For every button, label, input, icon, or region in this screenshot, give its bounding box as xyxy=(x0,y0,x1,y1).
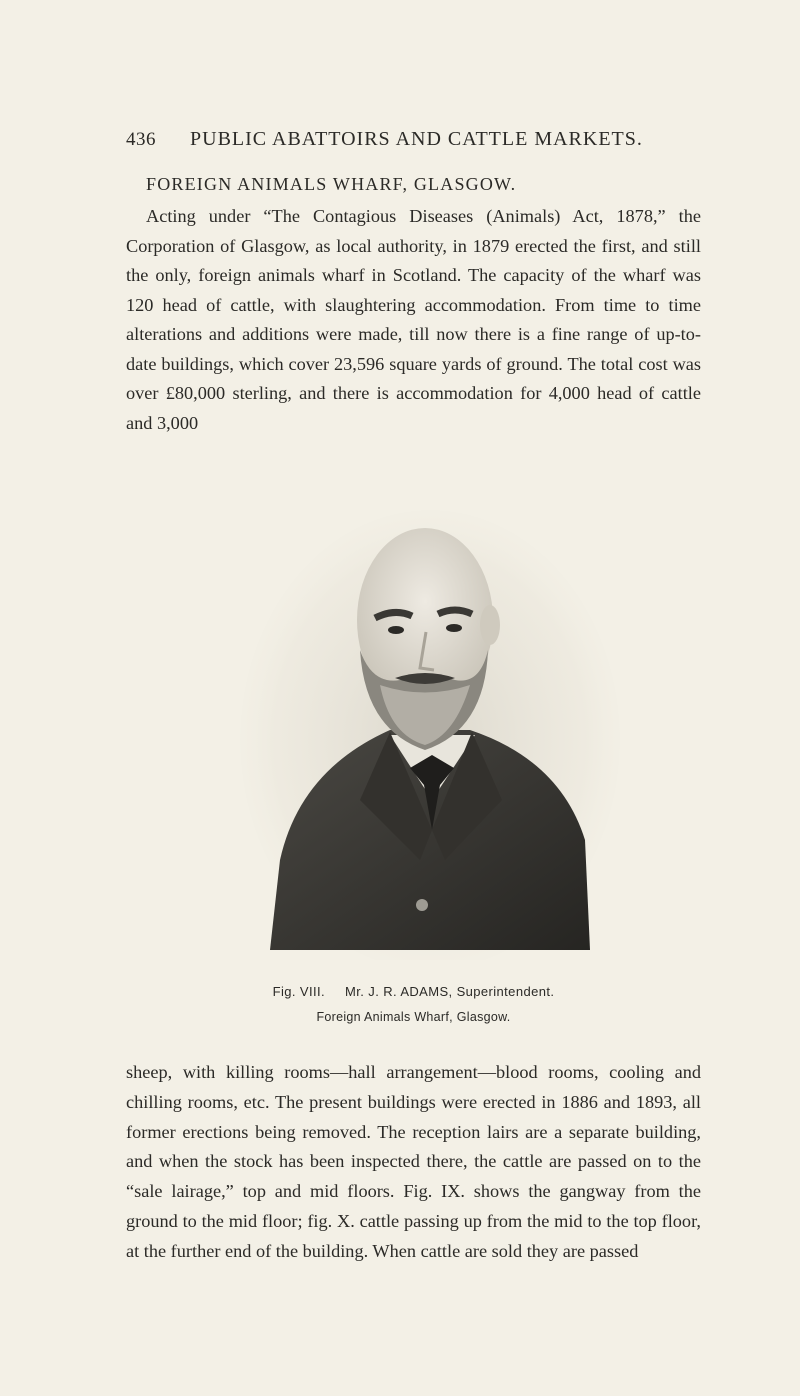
figure-caption-place: Foreign Animals Wharf, Glasgow. xyxy=(316,1010,511,1024)
page-number: 436 xyxy=(126,129,156,150)
figure-caption-name: Mr. J. R. ADAMS, Superintendent. xyxy=(345,984,555,999)
section-heading: FOREIGN ANIMALS WHARF, GLASGOW. xyxy=(146,174,517,194)
running-head xyxy=(126,128,686,160)
figure-label: Fig. VIII. xyxy=(272,984,326,999)
body-paragraph: Acting under “The Contagious Diseases (Animals) Act, 1878,” the Corporation of Glasgow, as local authority, in 1879 erected the first, and still the only, foreign animals wharf in Scotland. The capacity of the wharf was 120 head of cattle, with slaughtering accommodation. From time to time alterations and additions were made, till now there is a fine range of up-to-date buildings, which cover 23,596 square yards of ground. The total cost was over £80,000 sterling, and there is accommodation for 4,000 head of cattle and 3,000 xyxy=(126,206,701,433)
running-title: PUBLIC ABATTOIRS AND CATTLE MARKETS. xyxy=(190,128,643,150)
portrait-photograph xyxy=(240,500,620,960)
figure-caption-title xyxy=(126,984,701,999)
body-paragraph: sheep, with killing rooms—hall arrangement—blood rooms, cooling and chilling rooms, etc. The present buildings were erected in 1886 and 1893, all former erections being removed. The reception lairs are a separate building, and when the stock has been inspected there, the cattle are passed on to the “sale lairage,” top and mid floors. Fig. IX. shows the gangway from the ground to the mid floor; fig. X. cattle passing up from the mid to the top floor, at the further end of the building. When cattle are sold they are passed xyxy=(126,1062,701,1261)
